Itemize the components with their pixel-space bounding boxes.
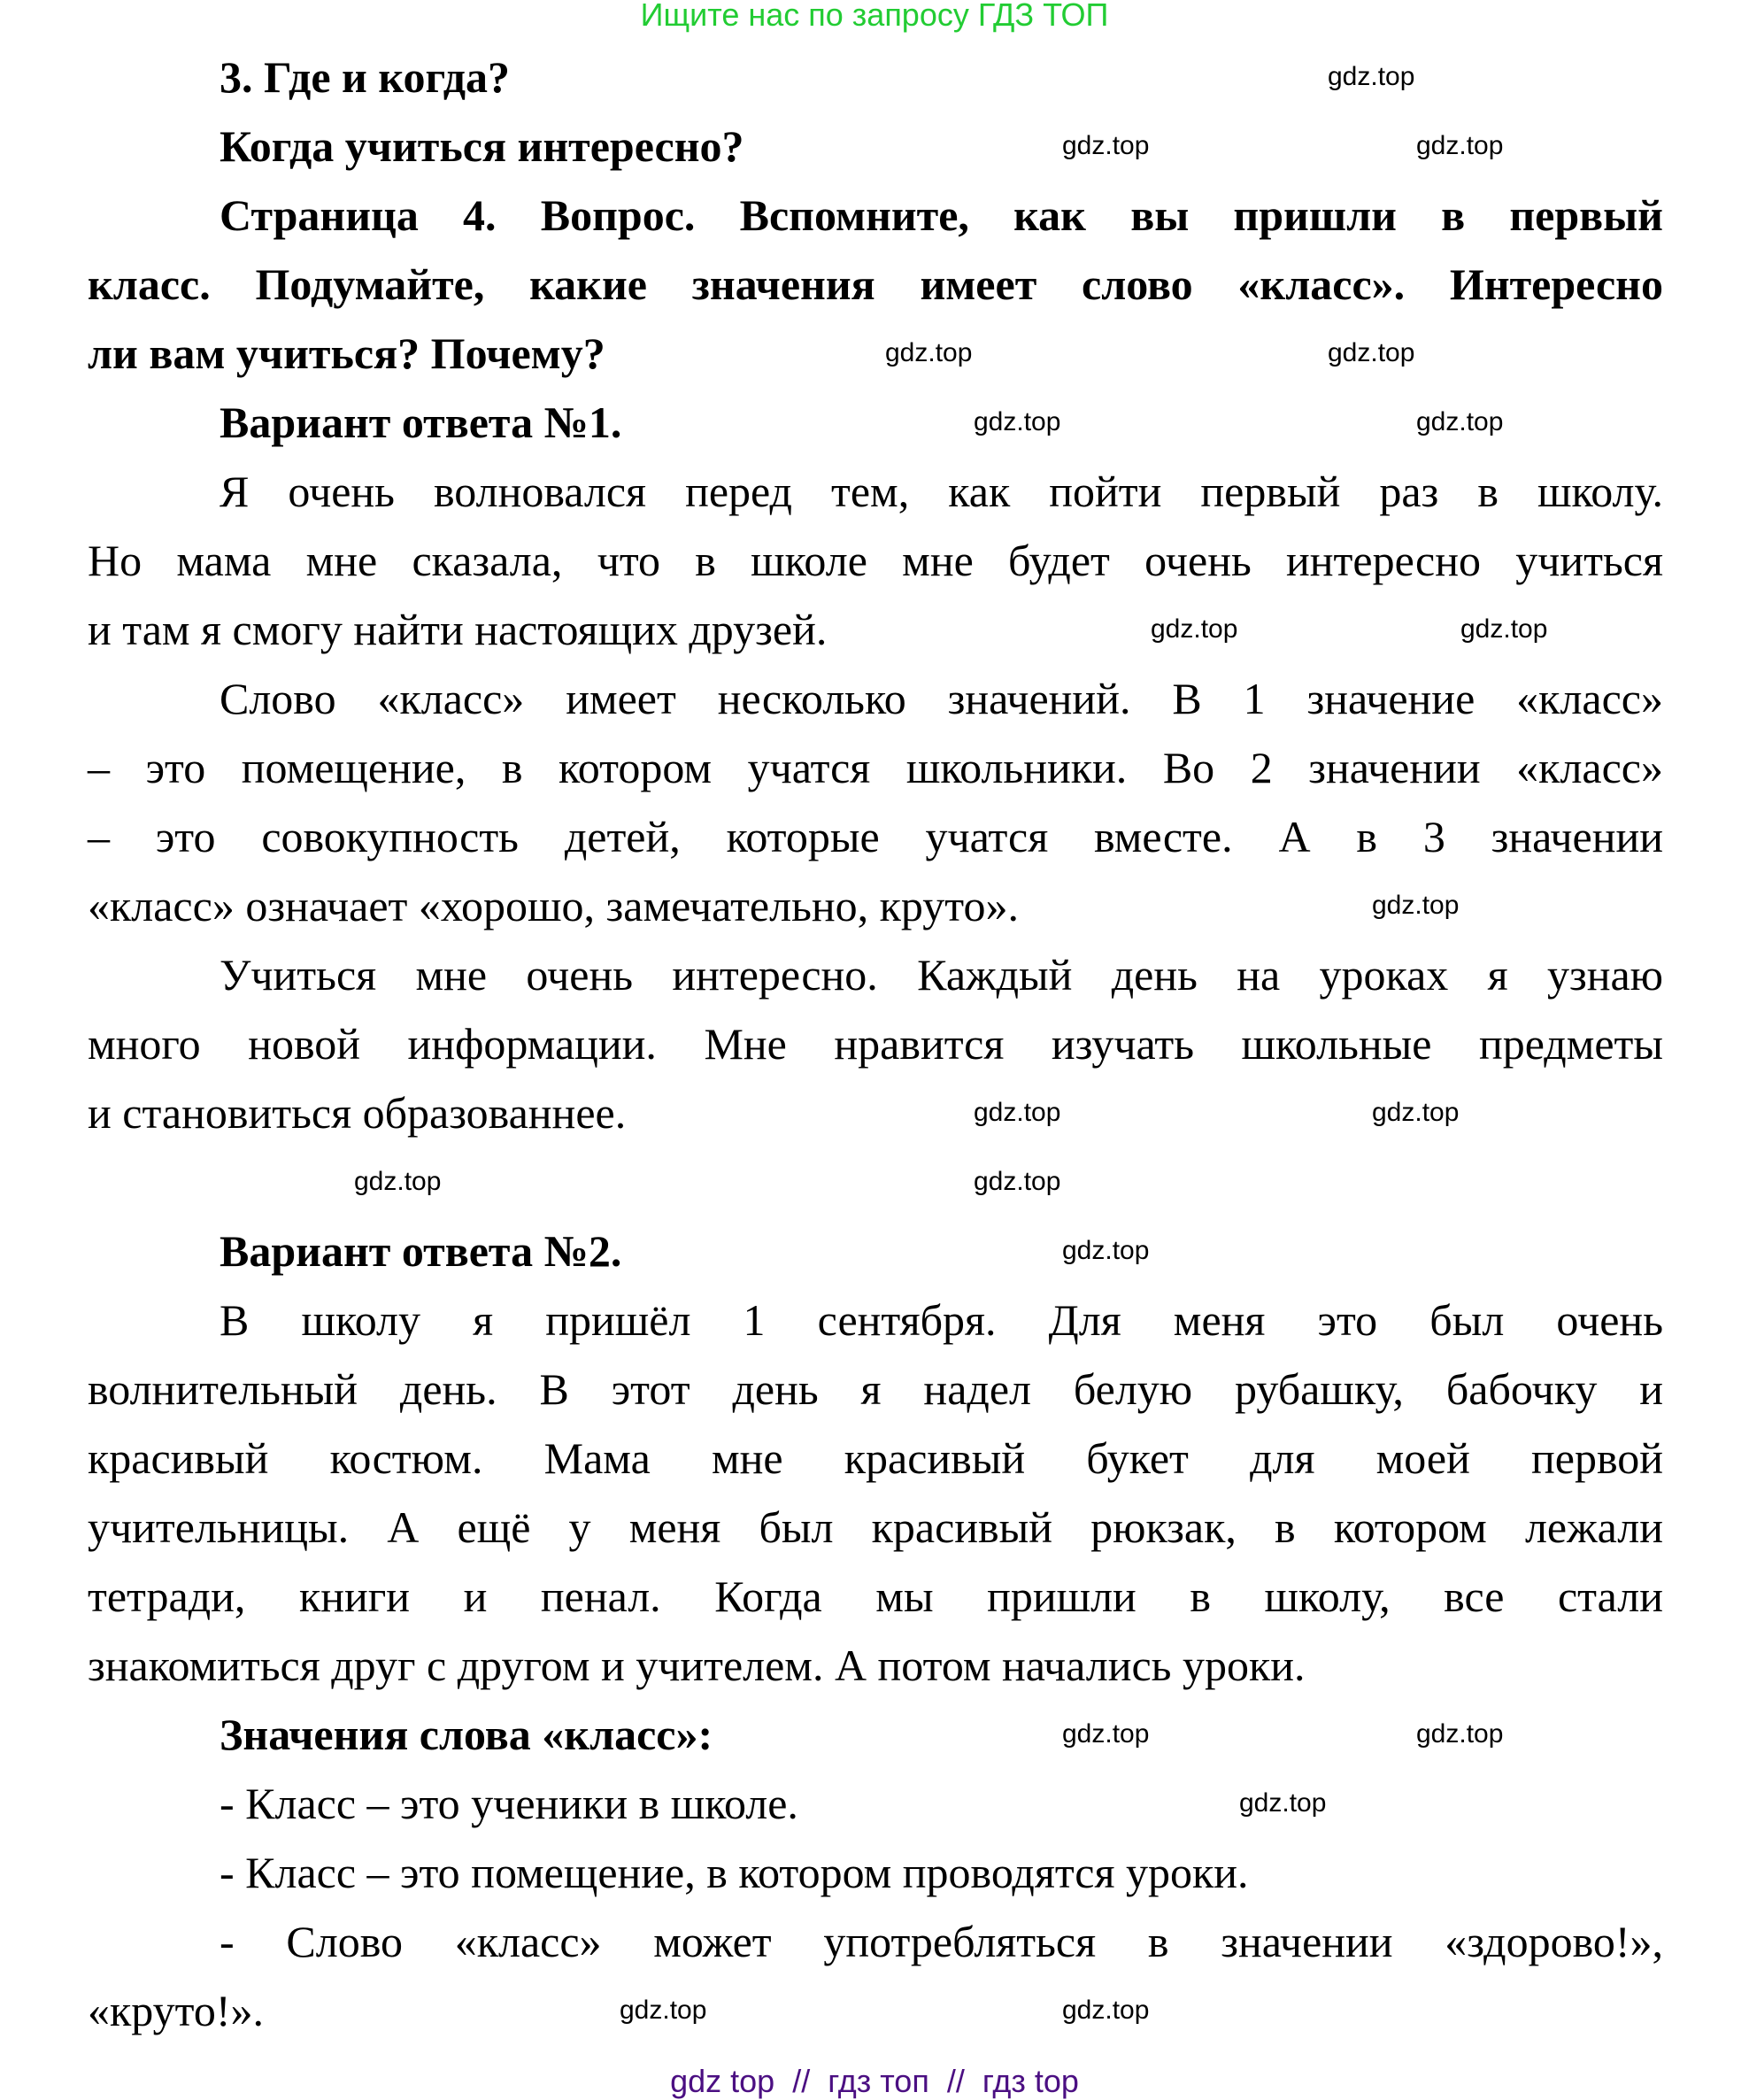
answer-line: и становиться образованнее. [88, 1088, 627, 1138]
watermark: gdz.top [885, 338, 973, 367]
answer-line: красивый костюм. Мама мне красивый букет для моей первой [88, 1433, 1663, 1483]
watermark: gdz.top [1062, 1236, 1150, 1265]
watermark: gdz.top [1062, 1996, 1150, 2025]
answer-line: тетради, книги и пенал. Когда мы пришли в школу, все стали [88, 1571, 1663, 1621]
watermark: gdz.top [1416, 1719, 1504, 1749]
meaning-item: - Слово «класс» может употребляться в значении «здорово!», [220, 1917, 1663, 1966]
watermark: gdz.top [354, 1167, 442, 1196]
watermark: gdz.top [620, 1996, 707, 2025]
answer-line: – это совокупность детей, которые учатся вместе. А в 3 значении [88, 812, 1663, 861]
meanings-title: Значения слова «класс»: [220, 1710, 713, 1759]
watermark: gdz.top [1328, 62, 1415, 91]
answer-line: волнительный день. В этот день я надел белую рубашку, бабочку и [88, 1364, 1663, 1414]
watermark: gdz.top [1239, 1788, 1327, 1818]
watermark: gdz.top [1372, 891, 1460, 920]
answer-line: учительницы. А ещё у меня был красивый рюкзак, в котором лежали [88, 1502, 1663, 1552]
watermark: gdz.top [974, 1167, 1061, 1196]
section-title: 3. Где и когда? [220, 52, 511, 102]
watermark: gdz.top [1062, 131, 1150, 160]
answer-line: – это помещение, в котором учатся школьники. Во 2 значении «класс» [88, 743, 1663, 792]
variant-2-title: Вариант ответа №2. [220, 1226, 622, 1276]
meaning-item: «круто!». [88, 1986, 264, 2035]
answer-line: и там я смогу найти настоящих друзей. [88, 605, 828, 654]
answer-line: Но мама мне сказала, что в школе мне будет очень интересно учиться [88, 536, 1663, 585]
question-line: Страница 4. Вопрос. Вспомните, как вы пришли в первый [220, 190, 1663, 240]
watermark: gdz.top [1416, 131, 1504, 160]
watermark: gdz.top [1372, 1098, 1460, 1127]
watermark: gdz.top [1151, 614, 1238, 644]
section-subtitle: Когда учиться интересно? [220, 121, 744, 171]
footer-links: gdz top // гдз топ // гдз top [670, 2063, 1079, 2099]
meaning-item: - Класс – это ученики в школе. [220, 1779, 798, 1828]
answer-line: знакомиться друг с другом и учителем. А потом начались уроки. [88, 1641, 1306, 1690]
variant-1-title: Вариант ответа №1. [220, 398, 622, 447]
watermark: gdz.top [1416, 407, 1504, 436]
answer-line: Слово «класс» имеет несколько значений. В 1 значение «класс» [220, 674, 1663, 723]
watermark: gdz.top [1460, 614, 1548, 644]
answer-line: В школу я пришёл 1 сентября. Для меня это был очень [220, 1295, 1663, 1345]
search-hint-banner: Ищите нас по запросу ГДЗ ТОП [640, 0, 1109, 33]
question-line: ли вам учиться? Почему? [88, 328, 605, 378]
answer-line: Я очень волновался перед тем, как пойти первый раз в школу. [220, 467, 1663, 516]
watermark: gdz.top [974, 407, 1061, 436]
answer-line: много новой информации. Мне нравится изучать школьные предметы [88, 1019, 1663, 1069]
question-line: класс. Подумайте, какие значения имеет слово «класс». Интересно [88, 259, 1663, 309]
meaning-item: - Класс – это помещение, в котором проводятся уроки. [220, 1848, 1249, 1897]
answer-line: «класс» означает «хорошо, замечательно, круто». [88, 881, 1019, 930]
watermark: gdz.top [1328, 338, 1415, 367]
watermark: gdz.top [974, 1098, 1061, 1127]
watermark: gdz.top [1062, 1719, 1150, 1749]
answer-line: Учиться мне очень интересно. Каждый день на уроках я узнаю [220, 950, 1663, 1000]
